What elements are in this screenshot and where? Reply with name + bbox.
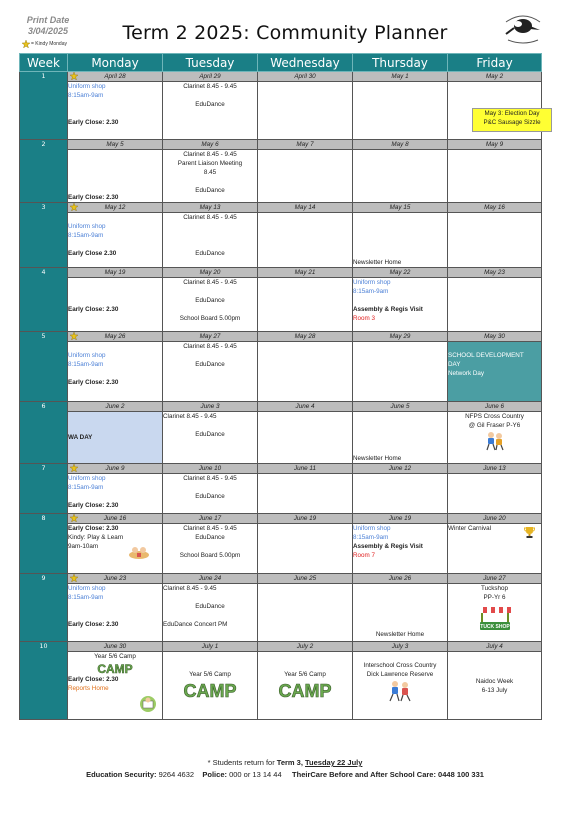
date-label: May 12 (104, 204, 126, 211)
thursday-cell (353, 150, 448, 203)
date-label: June 16 (103, 515, 127, 522)
thursday-cell (353, 412, 448, 464)
date-row (20, 464, 542, 474)
event-text: Newsletter Home (353, 259, 402, 266)
col-week: Week (20, 54, 68, 72)
kindy-star-icon (70, 514, 78, 522)
date-cell: June 3 (163, 402, 258, 412)
event-text: Kindy: Play & Learn (68, 534, 124, 541)
event-text: Newsletter Home (375, 631, 425, 638)
event-text: Early Close: 2.30 (68, 676, 119, 683)
school-logo-icon (500, 8, 546, 48)
event-text: Clarinet 8.45 - 9.45 (183, 151, 237, 158)
date-row (20, 574, 542, 584)
monday-cell (68, 584, 163, 642)
date-cell: May 19 (68, 268, 163, 278)
event-text: 9am-10am (68, 543, 99, 550)
date-cell: June 26 (353, 574, 448, 584)
election-day-note (472, 108, 552, 132)
date-cell: July 4 (448, 642, 542, 652)
footer-note (0, 758, 570, 767)
friday-cell (448, 412, 542, 464)
event-text: Reports Home (68, 685, 109, 692)
event-text: 8:15am-9am (68, 232, 104, 239)
edu-security-label: Education Security: (86, 770, 157, 779)
event-text: Early Close 2.30 (68, 250, 117, 257)
header-row (20, 54, 542, 72)
kindy-star-icon (70, 574, 78, 582)
date-cell (68, 574, 163, 584)
event-text: EduDance (195, 603, 225, 610)
date-cell: June 19 (258, 514, 353, 524)
date-cell: July 1 (163, 642, 258, 652)
planner-table (19, 53, 542, 720)
theircare-contact: TheirCare Before and After School Care: 0448 100 331 (292, 770, 484, 779)
kindy-star-icon (70, 72, 78, 80)
date-cell: May 14 (258, 203, 353, 213)
date-cell: June 11 (258, 464, 353, 474)
date-row (20, 642, 542, 652)
election-text: P&C Sausage Sizzle (483, 119, 541, 126)
date-row (20, 140, 542, 150)
police-number: 000 or 13 14 44 (226, 770, 282, 779)
event-text: School Board 5.00pm (179, 552, 241, 559)
friday-cell (448, 342, 542, 402)
footer-note-date: Tuesday 22 July (305, 758, 363, 767)
camp-word: CAMP (278, 681, 332, 701)
week-number: 1 (20, 72, 68, 140)
friday-cell (448, 524, 542, 574)
event-text: 8:15am-9am (68, 361, 104, 368)
reports-icon (138, 695, 158, 716)
event-text: 8:15am-9am (353, 288, 389, 295)
event-row (20, 82, 542, 140)
tuesday-cell (163, 412, 258, 464)
event-text: NFPS Cross Country (465, 413, 524, 420)
edu-security-number: 9264 4632 (156, 770, 195, 779)
monday-cell (68, 150, 163, 203)
event-row (20, 524, 542, 574)
event-text: Assembly & Regis Visit (353, 306, 423, 313)
week-number: 6 (20, 402, 68, 464)
date-row (20, 332, 542, 342)
trophy-icon (524, 526, 535, 542)
col-wednesday: Wednesday (258, 54, 353, 72)
event-text: EduDance (195, 297, 225, 304)
date-cell: May 30 (448, 332, 542, 342)
event-text: Uniform shop (68, 475, 106, 482)
event-text: EduDance (195, 250, 225, 257)
date-cell: June 4 (258, 402, 353, 412)
date-cell (68, 464, 163, 474)
play-learn-icon (128, 544, 150, 563)
col-monday: Monday (68, 54, 163, 72)
date-cell: May 28 (258, 332, 353, 342)
monday-cell (68, 524, 163, 574)
wednesday-cell (258, 412, 353, 464)
tuesday-cell (163, 150, 258, 203)
event-text: EduDance (195, 101, 225, 108)
date-cell: April 29 (163, 72, 258, 82)
date-cell: May 5 (68, 140, 163, 150)
week-number: 3 (20, 203, 68, 268)
event-text: Clarinet 8.45 - 9.45 (183, 475, 237, 482)
friday-cell (448, 150, 542, 203)
event-row (20, 213, 542, 268)
camp-icon (163, 679, 257, 704)
date-cell (68, 332, 163, 342)
col-friday: Friday (448, 54, 542, 72)
date-label: April 28 (104, 73, 126, 80)
police-label: Police: (202, 770, 227, 779)
date-row (20, 203, 542, 213)
event-text: DAY (448, 361, 461, 368)
wednesday-cell (258, 652, 353, 720)
event-text: Clarinet 8.45 - 9.45 (163, 413, 217, 420)
footer-note-bold: Term 3, (276, 758, 306, 767)
date-cell: May 9 (448, 140, 542, 150)
date-cell: June 20 (448, 514, 542, 524)
date-cell: May 13 (163, 203, 258, 213)
date-cell: April 30 (258, 72, 353, 82)
tuesday-cell (163, 82, 258, 140)
col-tuesday: Tuesday (163, 54, 258, 72)
week-number: 7 (20, 464, 68, 514)
thursday-cell (353, 342, 448, 402)
date-cell (68, 203, 163, 213)
date-cell: June 6 (448, 402, 542, 412)
event-text: @ Gil Fraser P-Y6 (468, 422, 521, 429)
monday-cell (68, 412, 163, 464)
event-text: 8:15am-9am (68, 92, 104, 99)
tuesday-cell (163, 342, 258, 402)
event-text: Year 5/6 Camp (189, 671, 231, 678)
wednesday-cell (258, 150, 353, 203)
date-cell: May 23 (448, 268, 542, 278)
event-text: Room 7 (353, 552, 376, 559)
event-text: Room 3 (353, 315, 376, 322)
event-text: Naidoc Week (475, 677, 514, 685)
date-cell: June 13 (448, 464, 542, 474)
week-number: 8 (20, 514, 68, 574)
date-cell (68, 514, 163, 524)
date-cell: June 17 (163, 514, 258, 524)
election-text: May 3: Election Day (484, 110, 540, 117)
friday-cell (448, 213, 542, 268)
wednesday-cell (258, 213, 353, 268)
date-row (20, 268, 542, 278)
monday-cell (68, 342, 163, 402)
date-cell: May 22 (353, 268, 448, 278)
event-text: Assembly & Regis Visit (353, 543, 423, 550)
event-text: Clarinet 8.45 - 9.45 (183, 83, 237, 90)
runners-icon (353, 680, 447, 702)
week-number: 4 (20, 268, 68, 332)
event-text: 6-13 July (481, 686, 508, 694)
event-text: WA DAY (68, 434, 93, 441)
camp-icon (68, 661, 162, 675)
kindy-star-icon (70, 464, 78, 472)
date-label: June 23 (103, 575, 127, 582)
tuckshop-icon (448, 603, 541, 633)
date-cell: June 2 (68, 402, 163, 412)
tuesday-cell (163, 524, 258, 574)
date-row (20, 402, 542, 412)
wednesday-cell (258, 584, 353, 642)
event-text: Uniform shop (353, 525, 391, 532)
thursday-cell (353, 213, 448, 268)
monday-cell (68, 213, 163, 268)
date-cell (68, 72, 163, 82)
date-cell: June 27 (448, 574, 542, 584)
date-cell: May 8 (353, 140, 448, 150)
wednesday-cell (258, 278, 353, 332)
event-text: Interschool Cross Country (363, 662, 437, 669)
date-cell: May 20 (163, 268, 258, 278)
event-text: 8:15am-9am (68, 594, 104, 601)
event-text: Winter Carnival (448, 525, 492, 532)
event-row (20, 652, 542, 720)
date-cell: July 2 (258, 642, 353, 652)
event-text: Uniform shop (68, 585, 106, 592)
event-text: Uniform shop (68, 223, 106, 230)
date-cell: June 25 (258, 574, 353, 584)
thursday-cell (353, 474, 448, 514)
event-text: EduDance (195, 431, 225, 438)
camp-word: CAMP (183, 681, 237, 701)
event-text: Uniform shop (68, 352, 106, 359)
monday-cell (68, 652, 163, 720)
date-row (20, 72, 542, 82)
thursday-cell (353, 82, 448, 140)
print-date-value: 3/04/2025 (27, 26, 69, 36)
tuesday-cell (163, 213, 258, 268)
monday-cell (68, 474, 163, 514)
event-text: Early Close: 2.30 (68, 119, 119, 126)
tuesday-cell (163, 652, 258, 720)
date-cell: May 1 (353, 72, 448, 82)
event-row (20, 474, 542, 514)
event-text: Dick Lawrence Reserve (366, 671, 434, 678)
event-text: Early Close: 2.30 (68, 621, 119, 628)
week-number: 5 (20, 332, 68, 402)
date-cell: May 2 (448, 72, 542, 82)
event-text: Year 5/6 Camp (94, 653, 136, 660)
event-text: Year 5/6 Camp (284, 671, 326, 678)
event-text: Early Close: 2.30 (68, 379, 119, 386)
event-text: School Board 5.00pm (179, 315, 241, 322)
kindy-legend-text: = Kindy Monday (31, 41, 67, 47)
date-cell: May 21 (258, 268, 353, 278)
event-row (20, 150, 542, 203)
event-text: Newsletter Home (353, 455, 402, 462)
event-text: SCHOOL DEVELOPMENT (448, 352, 524, 359)
event-text: Early Close: 2.30 (68, 525, 119, 532)
friday-cell (448, 584, 542, 642)
thursday-cell (353, 652, 448, 720)
friday-cell (448, 652, 542, 720)
date-cell: June 19 (353, 514, 448, 524)
event-row (20, 278, 542, 332)
monday-cell (68, 82, 163, 140)
col-thursday: Thursday (353, 54, 448, 72)
date-cell: June 12 (353, 464, 448, 474)
event-text: EduDance (195, 534, 225, 541)
thursday-cell (353, 584, 448, 642)
event-text: Parent Liaison Meeting (177, 160, 243, 167)
tuckshop-sign-text: TUCK SHOP (479, 624, 510, 630)
page-title: Term 2 2025: Community Planner (122, 22, 448, 44)
date-row (20, 514, 542, 524)
event-text: Network Day (448, 370, 485, 377)
date-label: June 9 (105, 465, 125, 472)
event-text: Clarinet 8.45 - 9.45 (183, 525, 237, 532)
date-cell: June 5 (353, 402, 448, 412)
event-text: Early Close: 2.30 (68, 306, 119, 313)
footer-note-prefix: * Students return for (207, 758, 277, 767)
week-number: 2 (20, 140, 68, 203)
wednesday-cell (258, 82, 353, 140)
friday-cell (448, 278, 542, 332)
event-text: 8:15am-9am (353, 534, 389, 541)
event-text: Clarinet 8.45 - 9.45 (183, 214, 237, 221)
wednesday-cell (258, 474, 353, 514)
event-text: PP-Yr 6 (483, 594, 506, 601)
date-cell: May 27 (163, 332, 258, 342)
event-text: Uniform shop (68, 83, 106, 90)
date-cell: June 10 (163, 464, 258, 474)
event-text: EduDance Concert PM (163, 621, 228, 628)
wednesday-cell (258, 524, 353, 574)
date-label: May 26 (104, 333, 126, 340)
event-row (20, 412, 542, 464)
event-text: Tuckshop (480, 585, 509, 592)
event-text: Clarinet 8.45 - 9.45 (183, 343, 237, 350)
monday-cell (68, 278, 163, 332)
event-row (20, 342, 542, 402)
camp-word: CAMP (97, 662, 133, 675)
wednesday-cell (258, 342, 353, 402)
event-text: EduDance (195, 361, 225, 368)
event-row (20, 584, 542, 642)
event-text: EduDance (195, 187, 225, 194)
thursday-cell (353, 278, 448, 332)
camp-icon (258, 679, 352, 704)
friday-cell (448, 474, 542, 514)
event-text: Early Close: 2.30 (68, 502, 119, 509)
event-text: Clarinet 8.45 - 9.45 (183, 279, 237, 286)
date-cell: May 29 (353, 332, 448, 342)
footer-contacts (0, 770, 570, 779)
date-cell: May 15 (353, 203, 448, 213)
date-cell: June 24 (163, 574, 258, 584)
date-cell: May 16 (448, 203, 542, 213)
event-text: Uniform shop (353, 279, 391, 286)
date-cell: May 7 (258, 140, 353, 150)
tuesday-cell (163, 278, 258, 332)
tuesday-cell (163, 584, 258, 642)
kindy-star-icon (70, 203, 78, 211)
tuesday-cell (163, 474, 258, 514)
event-text: EduDance (195, 493, 225, 500)
thursday-cell (353, 524, 448, 574)
runners-icon (448, 431, 541, 451)
date-cell: July 3 (353, 642, 448, 652)
kindy-star-icon (70, 332, 78, 340)
event-text: 8.45 (203, 169, 217, 176)
event-text: 8:15am-9am (68, 484, 104, 491)
date-cell: May 6 (163, 140, 258, 150)
date-cell: June 30 (68, 642, 163, 652)
week-number: 10 (20, 642, 68, 720)
event-text: Clarinet 8.45 - 9.45 (163, 585, 217, 592)
print-date-label: Print Date (26, 15, 70, 25)
week-number: 9 (20, 574, 68, 642)
event-text: Early Close: 2.30 (68, 194, 119, 201)
